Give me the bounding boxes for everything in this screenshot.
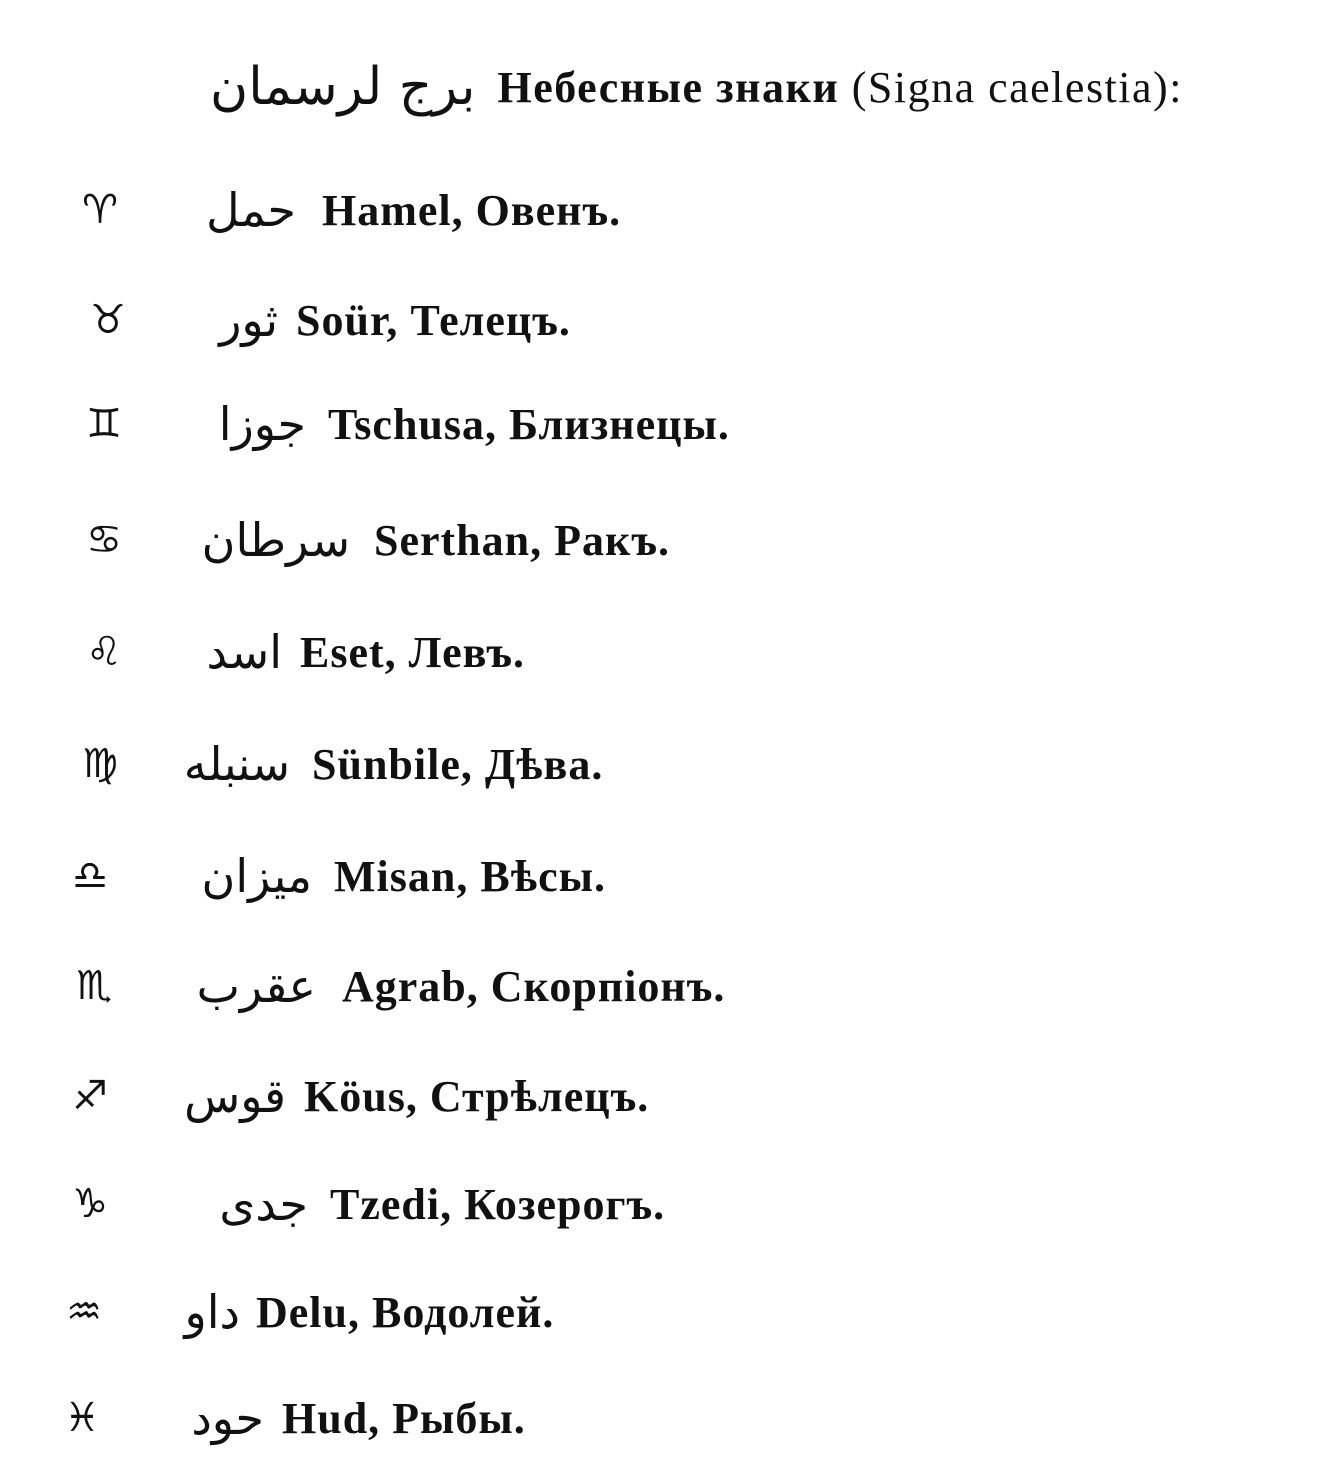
sign-translit: Tzedi, <box>330 1179 453 1229</box>
sign-russian: Скорпіонъ. <box>490 961 726 1011</box>
sign-arabic: داو <box>184 1285 240 1339</box>
sign-translit: Köus, <box>304 1071 418 1121</box>
sign-arabic: قوس <box>184 1069 286 1123</box>
sign-russian: Близнецы. <box>509 399 730 449</box>
sign-translit: Misan, <box>334 851 469 901</box>
sign-entry <box>300 627 525 678</box>
sign-translit: Delu, <box>256 1287 360 1337</box>
sign-entry <box>296 295 571 346</box>
sign-translit: Tschusa, <box>328 399 498 449</box>
sign-russian: Водолей. <box>372 1287 555 1337</box>
sign-entry <box>374 515 670 566</box>
sign-arabic: ميزان <box>201 849 312 903</box>
sign-translit: Hamel, <box>322 185 464 235</box>
cancer-symbol-icon: ♋ <box>86 517 122 563</box>
sign-entry <box>282 1393 526 1444</box>
sign-entry <box>312 739 603 790</box>
virgo-symbol-icon: ♍ <box>82 741 118 787</box>
sagittarius-symbol-icon: ♐ <box>72 1073 108 1119</box>
sign-russian: Телецъ. <box>410 295 571 345</box>
aquarius-symbol-icon: ♒ <box>66 1289 102 1335</box>
sign-arabic: عقرب <box>196 959 316 1013</box>
sign-arabic: جدى <box>219 1177 308 1231</box>
sign-translit: Soür, <box>296 295 399 345</box>
sign-russian: Ракъ. <box>554 515 671 565</box>
sign-russian: Козерогъ. <box>464 1179 666 1229</box>
heading <box>210 42 1183 132</box>
sign-translit: Eset, <box>300 627 397 677</box>
capricorn-symbol-icon: ♑ <box>72 1181 108 1227</box>
sign-entry <box>342 961 725 1012</box>
sign-translit: Agrab, <box>342 961 479 1011</box>
sign-russian: Вѣсы. <box>480 851 606 901</box>
heading-title-main: Небесные знаки <box>497 62 840 112</box>
sign-entry <box>334 851 606 902</box>
sign-translit: Sünbile, <box>312 739 473 789</box>
heading-title <box>497 62 1182 113</box>
taurus-symbol-icon: ♉ <box>90 297 126 343</box>
sign-russian: Стрѣлецъ. <box>429 1071 650 1121</box>
sign-arabic: حمل <box>206 183 296 237</box>
aries-symbol-icon: ♈ <box>82 187 118 233</box>
heading-arabic: برج لرسمان <box>210 57 476 117</box>
sign-arabic: سنبله <box>183 737 290 791</box>
sign-arabic: ثور <box>219 293 278 347</box>
sign-russian: Левъ. <box>408 627 525 677</box>
gemini-symbol-icon: ♊ <box>86 401 122 447</box>
sign-translit: Serthan, <box>374 515 543 565</box>
sign-arabic: سرطان <box>201 513 350 567</box>
sign-arabic: حود <box>191 1391 264 1445</box>
leo-symbol-icon: ♌ <box>86 629 122 675</box>
sign-arabic: اسد <box>206 625 282 679</box>
sign-entry <box>330 1179 665 1230</box>
sign-entry <box>256 1287 554 1338</box>
sign-entry <box>328 399 730 450</box>
sign-russian: Дѣва. <box>484 739 604 789</box>
sign-russian: Овенъ. <box>475 185 622 235</box>
sign-arabic: جوزا <box>218 397 306 451</box>
libra-symbol-icon: ♎ <box>72 853 108 899</box>
sign-russian: Рыбы. <box>392 1393 526 1443</box>
sign-entry <box>304 1071 649 1122</box>
heading-title-latin: (Signa caelestia): <box>851 62 1183 112</box>
sign-entry <box>322 185 621 236</box>
sign-translit: Hud, <box>282 1393 381 1443</box>
pisces-symbol-icon: ♓ <box>64 1395 100 1441</box>
scorpio-symbol-icon: ♏ <box>76 963 112 1009</box>
